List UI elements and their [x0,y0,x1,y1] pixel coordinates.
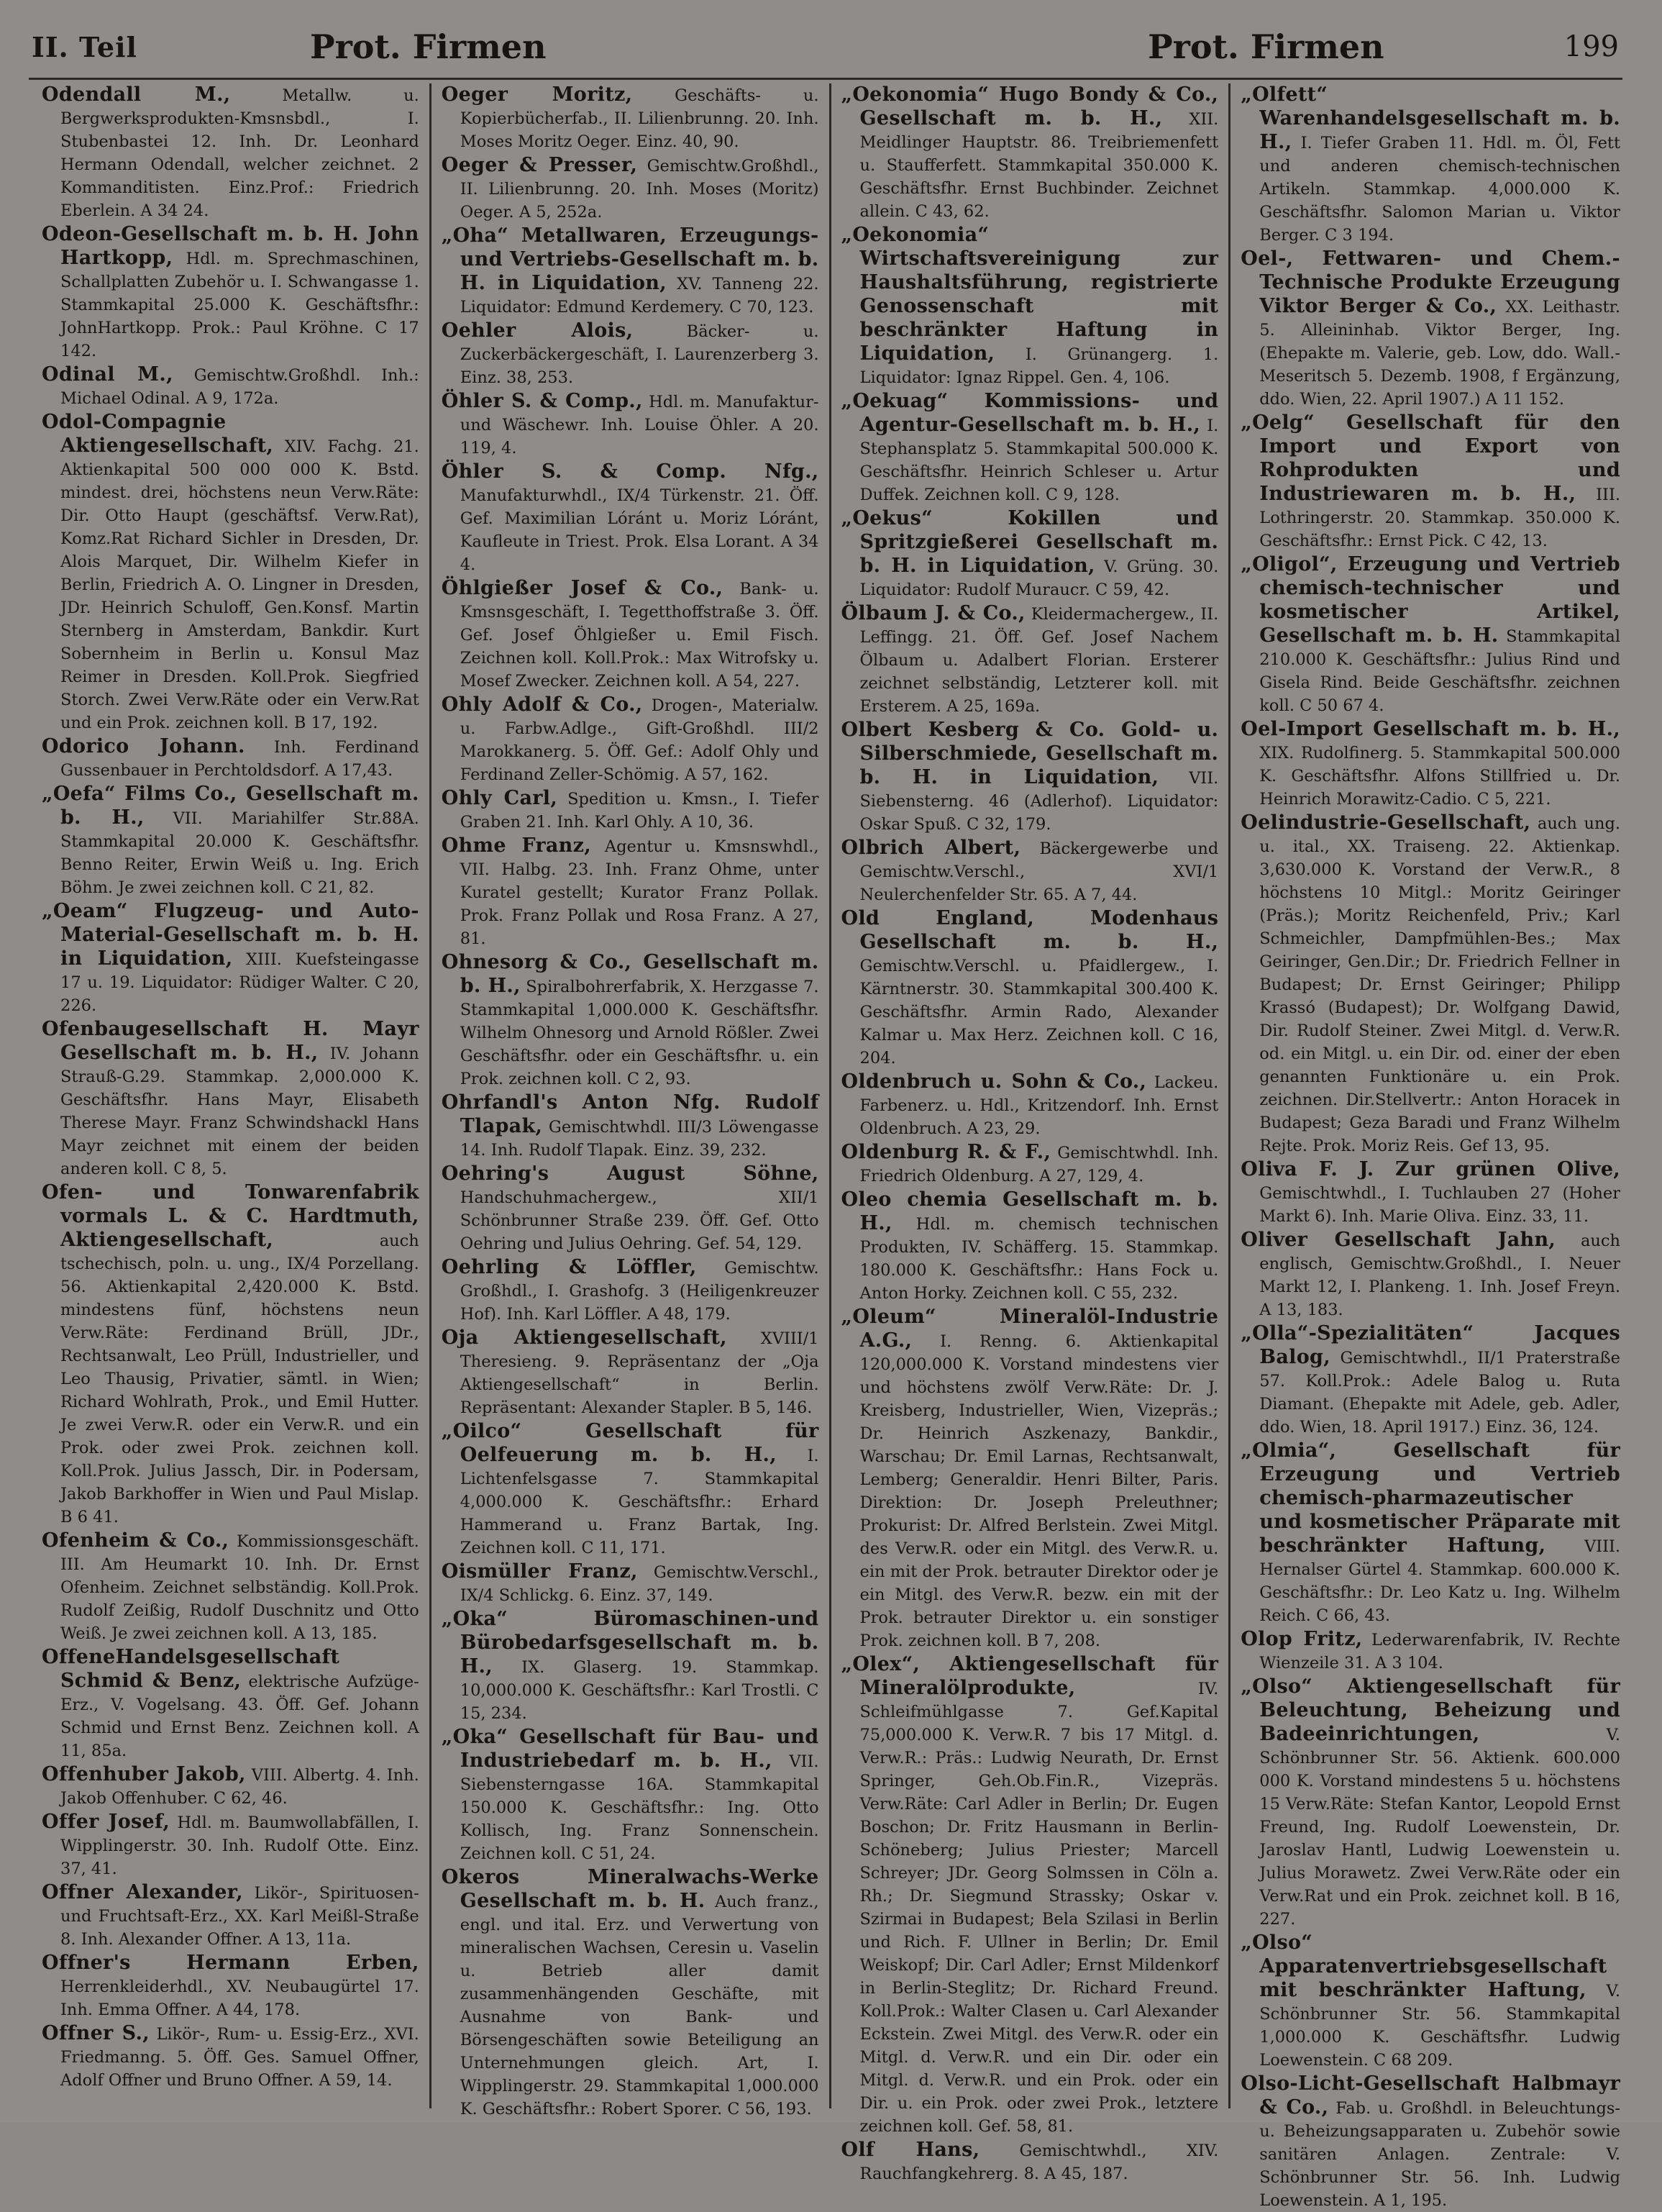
firm-name: „Olso“ Apparatenvertriebsgesellschaft mit beschränkter Haftung, [1241,1931,1607,2001]
entry-details: V. Schönbrunner Str. 56. Stammkapital 1,000.000 K. Geschäftsfhr. Ludwig Loewenstein. C 68 209. [1259,1982,1620,2070]
firm-name: „Oka“ Gesellschaft für Bau- und Industriebedarf m. b. H., [441,1726,819,1772]
directory-entry [442,693,819,786]
entry-details: Gemischtwhdl., XIV. Rauchfangkehrerg. 8. A 45, 187. [859,2142,1219,2183]
column-2 [432,83,831,2118]
directory-entry [42,2022,419,2092]
firm-name: Ohme Franz, [441,834,591,857]
firm-name: Old England, Modenhaus Gesellschaft m. b. H., [841,907,1219,953]
firm-name: Oliva F. J. Zur grünen Olive, [1241,1158,1620,1180]
entry-details: VIII. Hernalser Gürtel 4. Stammkap. 600.000 K. Geschäftsfhr.: Dr. Leo Katz u. Ing. Wilhelm Reich. C 66, 43. [1259,1537,1621,1625]
directory-entry [42,735,419,782]
entry-details: auch englisch, Gemischtw.Großhdl., I. Neuer Markt 12, I. Plankeng. 1. Inh. Josef Freyn. A 13, 183. [1259,1232,1620,1319]
directory-entry [42,1881,419,1951]
firm-name: Olf Hans, [841,2139,980,2161]
entry-details: XIX. Rudolfinerg. 5. Stammkapital 500.000 K. Geschäftsfhr. Alfons Stillfried u. Dr. Heinrich Morawitz-Cadio. C 5, 221. [1259,744,1620,809]
header-rule [29,78,1622,80]
firm-name: Ohly Adolf & Co., [441,693,643,716]
column-1 [32,83,432,2108]
entry-details: elektrische Aufzüge-Erz., V. Vogelsang. 43. Öff. Gef. Johann Schmid und Ernst Benz. Zeichnen koll. A 11, 85a. [60,1672,419,1760]
directory-entry [1241,1322,1620,1439]
directory-entry [1241,1229,1620,1321]
entry-details: Spiralbohrerfabrik, X. Herzgasse 7. Stammkapital 1,000.000 K. Geschäftsfhr. Wilhelm Ohnesorg und Arnold Rößler. Zwei Geschäftsfhr. oder ein Geschäftsfhr. u. ein Prok. zeichnen koll. C 2, 93. [460,978,819,1088]
entry-details: XIV. Fachg. 21. Aktienkapital 500 000 000 K. Bstd. mindest. drei, höchstens neun Verw.Räte: Dir. Otto Haupt (geschäftsf. Verw.Rat), Komz.Rat Richard Sichler in Dresden, Dr. Alois Marquet, Dir. Wilhelm Kiefer in Berlin, Friedrich A. O. Lingner in Dresden, JDr. Heinrich Schuloff, Gen.Konsf. Martin Sternberg in Amsterdam, Bankdir. Kurt Sobernheim in Berlin u. Konsul Maz Reimer in Dresden. Koll.Prok. Siegfried Storch. Zwei Verw.Räte oder ein Verw.Rat und ein Prok. zeichnen koll. B 17, 192. [60,437,419,732]
entry-details: I. Lichtenfelsgasse 7. Stammkapital 4,000.000 K. Geschäftsfhr.: Erhard Hammerand u. Franz Bartak, Ing. Zeichnen koll. C 11, 171. [460,1447,819,1557]
firm-name: Oliver Gesellschaft Jahn, [1241,1229,1556,1251]
entry-details: XIII. Kuefsteingasse 17 u. 19. Liquidator: Rüdiger Walter. C 20, 226. [60,950,419,1015]
entry-details: Stammkapital 210.000 K. Geschäftsfhr.: Julius Rind und Gisela Rind. Beide Geschäftsfhr. zeichnen koll. C 50 67 4. [1259,627,1621,715]
firm-name: Oldenburg R. & F., [841,1141,1051,1163]
entry-details: Hdl. m. Baumwollabfällen, I. Wipplingerstr. 30. Inh. Rudolf Otte. Einz. 37, 41. [60,1813,419,1878]
firm-name: Oelindustrie-Gesellschaft, [1241,811,1531,834]
firm-name: Öhlgießer Josef & Co., [441,577,723,599]
firm-name: „Oilco“ Gesellschaft für Oelfeuerung m. b. H., [441,1420,819,1466]
directory-entry [841,507,1219,601]
entry-details: Gemischtw.Großhdl., II. Lilienbrunng. 20. Inh. Moses (Moritz) Oeger. A 5, 252a. [460,157,819,222]
entry-details: auch tschechisch, poln. u. ung., IX/4 Porzellang. 56. Aktienkapital 2,420.000 K. Bstd. mindestens fünf, höchstens neun Verw.Räte: Ferdinand Brüll, JDr., Rechtsanwalt, Leo Prüll, Industrieller, und Leo Thausig, Privatier, sämtl. in Wien; Richard Wohlrath, Prok., und Emil Hutter. Je zwei Verw.R. oder ein Verw.R. und ein Prok. oder zwei Prok. zeichnen koll. Koll.Prok. Julius Jassch, Dir. in Podersam, Jakob Barkhoffer in Wien und Paul Mislap. B 6 41. [60,1232,419,1526]
directory-entry [42,363,419,410]
directory-entry [442,1091,819,1162]
firm-name: Oel-, Fettwaren- und Chem.-Technische Produkte Erzeugung Viktor Berger & Co., [1241,247,1620,317]
directory-entry [1241,811,1620,1157]
directory-entry [42,783,419,899]
firm-name: Olop Fritz, [1241,1628,1363,1650]
directory-entry [42,1018,419,1180]
directory-entry [841,837,1219,906]
directory-entry [442,834,819,950]
entry-details: Inh. Ferdinand Gussenbauer in Perchtoldsdorf. A 17,43. [60,738,419,780]
directory-entry [442,224,819,319]
directory-entry [442,390,819,460]
firm-name: Oja Aktiengesellschaft, [441,1326,727,1349]
directory-entry [442,1560,819,1607]
entry-details: Gemischtw. Großhdl., I. Grashofg. 3 (Heiligenkreuzer Hof). Inh. Karl Löffler. A 48, 179. [460,1259,819,1324]
firm-name: „Olfett“ Warenhandelsgesellschaft m. b. H., [1241,83,1620,153]
firm-name: Ofenheim & Co., [42,1529,229,1552]
entry-details: Hdl. m. Manufaktur- und Wäschewr. Inh. Louise Öhler. A 20. 119, 4. [460,393,819,458]
entry-details: Bäckergewerbe und Gemischtw.Verschl., XVI/1 Neulerchenfelder Str. 65. A 7, 44. [859,839,1219,904]
firm-name: Ofen- und Tonwarenfabrik vormals L. & C. Hardtmuth, Aktiengesellschaft, [42,1181,419,1251]
entry-details: Hdl. m. Sprechmaschinen, Schallplatten Zubehör u. I. Schwangasse 1. Stammkapital 25.000 K. Geschäftsfhr.: JohnHartkopp. Prok.: Paul Kröhne. C 17 142. [60,250,419,360]
directory-entry [1241,247,1620,411]
firm-name: „Olla“-Spezialitäten“ Jacques Balog, [1241,1322,1620,1368]
firm-name: Odeon-Gesellschaft m. b. H. John Hartkopp, [42,223,419,269]
entry-details: Agentur u. Kmsnswhdl., VII. Halbg. 23. Inh. Franz Ohme, unter Kuratel gestellt; Kurator Franz Pollak. Prok. Franz Pollak und Rosa Franz. A 27, 81. [460,837,819,948]
firm-name: OffeneHandelsgesellschaft Schmid & Benz, [42,1646,340,1692]
firm-name: Okeros Mineralwachs-Werke Gesellschaft m. b. H. [441,1866,819,1912]
entry-details: Gemischtw.Verschl. u. Pfaidlergew., I. Kärntnerstr. 30. Stammkapital 300.400 K. Geschäftsfhr. Armin Rado, Alexander Kalmar u. Max Herz. Zeichnen koll. C 16, 204. [859,957,1219,1068]
firm-name: Ohrfandl's Anton Nfg. Rudolf Tlapak, [441,1091,819,1137]
entry-details: XV. Tanneng 22. Liquidator: Edmund Kerdemery. C 70, 123. [460,275,819,317]
entry-details: III. Lothringerstr. 20. Stammkap. 350.000 K. Geschäftsfhr.: Ernst Pick. C 42, 13. [1259,486,1620,550]
entry-details: XX. Leithastr. 5. Alleininhab. Viktor Berger, Ing. (Ehepakte m. Valerie, geb. Low, ddo. Wall.-Meseritsch 5. Dezemb. 1908, f Ergänzung, ddo. Wien, 22. April 1907.) A 11 152. [1259,298,1620,409]
entry-details: Hdl. m. chemisch technischen Produkten, IV. Schäfferg. 15. Stammkap. 180.000 K. Geschäftsfhr.: Hans Fock u. Anton Horky. Zeichnen koll. C 55, 232. [859,1215,1219,1303]
firm-name: Odol-Compagnie Aktiengesellschaft, [42,411,274,457]
directory-entry [42,223,419,363]
entry-details: V. Schönbrunner Str. 56. Aktienk. 600.000 000 K. Vorstand mindestens 5 u. höchstens 15 Verw.Räte: Stefan Kantor, Leopold Ernst Freund, Ing. Rudolf Loewenstein, Dr. Jaroslav Hantl, Ludwig Loewenstein u. Julius Morawetz. Zwei Verw.Räte oder ein Verw.Rat und ein Prok. zeichnet koll. B 16, 227. [1259,1726,1620,1929]
directory-entry [442,1608,819,1725]
page-header [32,22,1619,72]
firm-name: Offner Alexander, [42,1881,243,1903]
firm-name: Oeger & Presser, [441,154,638,176]
firm-name: „Oekonomia“ Wirtschaftsvereinigung zur Haushaltsführung, registrierte Genossenschaft mit beschränkter Haftung in Liquidation, [841,224,1219,365]
firm-name: Offner's Hermann Erben, [42,1952,419,1974]
firm-name: Odorico Johann. [42,735,245,757]
directory-entry [1241,1158,1620,1228]
firm-name: Oismüller Franz, [441,1560,638,1583]
entry-details: VII. Siebensterng. 46 (Adlerhof). Liquidator: Oskar Spuß. C 32, 179. [859,769,1219,834]
directory-entry [42,1181,419,1529]
page-number: 199 [1563,30,1619,63]
directory-entry [442,319,819,389]
firm-name: Oel-Import Gesellschaft m. b. H., [1241,718,1620,740]
entry-details: XVIII/1 Theresieng. 9. Repräsentanz der „Oja Aktiengesellschaft“ in Berlin. Repräsentant: Alexander Stapler. B 5, 146. [460,1329,819,1417]
firm-name: „Oekonomia“ Hugo Bondy & Co., Gesellschaft m. b. H., [841,83,1219,129]
firm-name: Ölbaum J. & Co., [841,602,1026,624]
directory-entry [42,1646,419,1762]
entry-details: Kommissionsgeschäft. III. Am Heumarkt 10. Inh. Dr. Ernst Ofenheim. Zeichnet selbständig. Koll.Prok. Rudolf Zeißig, Rudolf Duschnitz und Otto Weiß. Je zwei zeichnen koll. A 13, 185. [60,1532,419,1643]
entry-details: auch ung. u. ital., XX. Traiseng. 22. Aktienkap. 3,630.000 K. Vorstand der Verw.R., 8 höchstens 10 Mitgl.: Moritz Geiringer (Präs.); Moritz Reichenfeld, Priv.; Karl Schmeichler, Dampfmühlen-Bes.; Max Geiringer, Gen.Dir.; Dr. Friedrich Fellner in Budapest; Dr. Ernst Geiringer; Philipp Krassó (Budapest); Dr. Wolfgang Dawid, Dir. Rudolf Steiner. Zwei Mitgl. d. Verw.R. od. ein Mitgl. u. ein Dir. od. einer der eben genannten Funktionäre u. ein Prok. zeichnen. Dir.Stellvertr.: Anton Horacek in Budapest; Geza Baradi und Franz Wilhelm Rejte. Prok. Moriz Reis. Gef 13, 95. [1259,814,1621,1155]
directory-entry [1241,2072,1620,2212]
entry-details: Lederwarenfabrik, IV. Rechte Wienzeile 31. A 3 104. [1259,1631,1620,1672]
entry-details: IV. Johann Strauß-G.29. Stammkap. 2,000.000 K. Geschäftsfhr. Hans Mayr, Elisabeth Therese Mayr. Franz Schwindshackl Hans Mayr zeichnet mit einem der beiden anderen koll. C 8, 5. [60,1044,419,1178]
directory-entry [442,787,819,834]
firm-name: Oleo chemia Gesellschaft m. b. H., [841,1188,1219,1234]
entry-details: Gemischtwhdl. III/3 Löwengasse 14. Inh. Rudolf Tlapak. Einz. 39, 232. [460,1118,819,1160]
entry-details: Drogen-, Materialw. u. Farbw.Adlge., Gift-Großhdl. III/2 Marokkanerg. 5. Öff. Gef.: Adolf Ohly und Ferdinand Zeller-Schömig. A 57, 162. [460,696,819,784]
entry-details: IV. Schleifmühlgasse 7. Gef.Kapital 75,000.000 K. Verw.R. 7 bis 17 Mitgl. d. Verw.R.: Präs.: Ludwig Neurath, Dr. Ernst Springer, Geh.Ob.Fin.R., Vizepräs. Verw.Räte: Carl Adler in Berlin; Dr. Eugen Boschon; Dr. Fritz Hausmann in Berlin-Schöneberg; Julius Priester; Marcell Schreyer; JDr. Georg Solmssen in Cöln a. Rh.; Dr. Siegmund Strassky; Oskar v. Szirmai in Budapest; Bela Szilasi in Berlin und Rich. F. Ullner in Berlin; Dr. Emil Weiskopf; Dir. Carl Adler; Ernst Mildenkorf in Berlin-Steglitz; Dr. Richard Freund. Koll.Prok.: Walter Clasen u. Carl Alexander Eckstein. Zwei Mitgl. des Verw.R. oder ein Mitgl. d. Verw.R. und ein Dir. oder ein Mitgl. d. Verw.R. und ein Prok. oder ein Dir. u. ein Prok. oder zwei Prok., letztere zeichnen koll. Gef. 58, 81. [859,1680,1219,2136]
firm-name: „Olex“, Aktiengesellschaft für Mineralölprodukte, [841,1653,1219,1699]
firm-name: Olso-Licht-Gesellschaft Halbmayr & Co., [1241,2072,1620,2118]
directory-entry [442,1326,819,1419]
entry-details: VII. Siebensterngasse 16A. Stammkapital 150.000 K. Geschäftsfhr.: Ing. Otto Kollisch, Ing. Franz Sonnenschein. Zeichnen koll. C 51, 24. [460,1752,819,1863]
firm-name: Offner S., [42,2022,150,2044]
directory-entry [841,907,1219,1070]
directory-entry [42,900,419,1017]
directory-entry [442,577,819,693]
firm-name: „Oekuag“ Kommissions- und Agentur-Gesellschaft m. b. H., [841,390,1219,436]
directory-entry [841,719,1219,836]
firm-name: Oehrling & Löffler, [441,1256,697,1278]
directory-entry [1241,1675,1620,1931]
firm-name: Öhler S. & Comp., [441,390,643,412]
directory-entry [841,1306,1219,1652]
entry-details: Gemischtw.Großhdl. Inh.: Michael Odinal. A 9, 172a. [60,366,419,408]
entry-details: Likör-, Rum- u. Essig-Erz., XVI. Friedmanng. 5. Öff. Ges. Samuel Offner, Adolf Offner und Bruno Offner. A 59, 14. [60,2025,419,2090]
firm-name: Olbrich Albert, [841,837,1021,859]
entry-details: Fab. u. Großhdl. in Beleuchtungs- u. Beheizungsapparaten u. Zubehör sowie sanitären Anlagen. Zentrale: V. Schönbrunner Str. 56. Inh. Ludwig Loewenstein. A 1, 195. [1259,2099,1620,2210]
directory-entry [42,1529,419,1645]
directory-entry [1241,411,1620,552]
directory-entry [1241,1628,1620,1675]
entry-details: IX. Glaserg. 19. Stammkap. 10,000.000 K. Geschäftsfhr.: Karl Trostli. C 15, 234. [460,1658,819,1723]
directory-entry [42,1763,419,1810]
entry-details: Manufakturwhdl., IX/4 Türkenstr. 21. Öff. Gef. Maximilian Lóránt u. Moriz Lóránt, Kaufleute in Triest. Prok. Elsa Lorant. A 34 4. [460,486,819,574]
entry-details: Gemischtwhdl. Inh. Friedrich Oldenburg. A 27, 129, 4. [859,1144,1219,1185]
directory-entry [841,1188,1219,1305]
entry-details: I. Stephansplatz 5. Stammkapital 500.000 K. Geschäftsfhr. Heinrich Schleser u. Artur Duffek. Zeichnen koll. C 9, 128. [859,417,1219,504]
firm-name: „Oefa“ Films Co., Gesellschaft m. b. H., [42,783,419,829]
firm-name: „Olmia“, Gesellschaft für Erzeugung und Vertrieb chemisch-pharmazeutischer und kosmetischer Präparate mit beschränkter Haftung, [1241,1439,1620,1557]
entry-details: Gemischtwhdl., II/1 Praterstraße 57. Koll.Prok.: Adele Balog u. Ruta Diamant. (Ehepakte mit Adele, geb. Adler, ddo. Wien, 18. April 1917.) Einz. 36, 124. [1259,1349,1620,1437]
entry-details: I. Tiefer Graben 11. Hdl. m. Öl, Fett und anderen chemisch-technischen Artikeln. Stammkap. 4,000.000 K. Geschäftsfhr. Salomon Marian u. Viktor Berger. C 3 194. [1259,134,1620,245]
firm-name: „Olso“ Aktiengesellschaft für Beleuchtung, Beheizung und Badeeinrichtungen, [1241,1675,1620,1745]
columns-container [32,83,1630,2210]
directory-entry [1241,718,1620,811]
directory-entry [841,602,1219,718]
directory-entry [442,951,819,1091]
firm-name: „Oeam“ Flugzeug- und Auto-Material-Gesellschaft m. b. H. in Liquidation, [42,900,419,970]
entry-details: Lackeu. Farbenerz. u. Hdl., Kritzendorf. Inh. Ernst Oldenbruch. A 23, 29. [859,1073,1219,1138]
firm-name: Offenhuber Jakob, [42,1763,246,1785]
directory-entry [442,1162,819,1255]
entry-details: Spedition u. Kmsn., I. Tiefer Graben 21. Inh. Karl Ohly. A 10, 36. [460,790,819,832]
directory-entry [841,83,1219,223]
entry-details: VIII. Albertg. 4. Inh. Jakob Offenhuber. C 62, 46. [60,1766,419,1808]
firm-name: „Oligol“, Erzeugung und Vertrieb chemisch-technischer und kosmetischer Artikel, Gesellschaft m. b. H. [1241,553,1620,647]
directory-entry [442,1726,819,1865]
firm-name: Öhler S. & Comp. Nfg., [441,460,819,483]
firm-name: „Oka“ Büromaschinen-und Bürobedarfsgesellschaft m. b. H., [441,1608,819,1678]
directory-entry [442,1420,819,1560]
entry-details: VII. Mariahilfer Str.88A. Stammkapital 20.000 K. Geschäftsfhr. Benno Reiter, Erwin Weiß u. Ing. Erich Böhm. Je zwei zeichnen koll. C 21, 82. [60,809,419,897]
directory-entry [1241,83,1620,247]
directory-entry [841,1141,1219,1188]
directory-entry [841,1070,1219,1140]
firm-name: Odinal M., [42,363,173,386]
entry-details: Kleidermachergew., II. Leffingg. 21. Öff. Gef. Josef Nachem Ölbaum u. Adalbert Florian. Ersterer zeichnet selbständig, Letzterer koll. mit Ersterem. A 25, 169a. [859,605,1219,716]
directory-entry [42,1811,419,1880]
firm-name: „Oelg“ Gesellschaft für den Import und Export von Rohprodukten und Industriewaren m. b. H., [1241,411,1620,505]
firm-name: Oehring's August Söhne, [441,1162,819,1185]
entry-details: Bank- u. Kmsnsgeschäft, I. Tegetthoffstraße 3. Öff. Gef. Josef Öhlgießer u. Emil Fisch. Zeichnen koll. Koll.Prok.: Max Witrofsky u. Mosef Zwecker. Zeichnen koll. A 54, 227. [460,580,819,691]
directory-entry [1241,1439,1620,1627]
entry-details: Likör-, Spirituosen- und Fruchtsaft-Erz., XX. Karl Meißl-Straße 8. Inh. Alexander Offner. A 13, 11a. [60,1884,419,1949]
entry-details: V. Grüng. 30. Liquidator: Rudolf Muraucr. C 59, 42. [859,557,1219,599]
entry-details: I. Grünangerg. 1. Liquidator: Ignaz Rippel. Gen. 4, 106. [859,345,1219,387]
firm-name: Ofenbaugesellschaft H. Mayr Gesellschaft m. b. H., [42,1018,419,1064]
entry-details: Auch franz., engl. und ital. Erz. und Verwertung von mineralischen Wachsen, Ceresin u. Vaselin u. Betrieb aller damit zusammenhängenden Geschäfte, mit Ausnahme von Bank- und Börsengeschäften sowie Beteiligung an Unternehmungen gleich. Art, I. Wipplingerstr. 29. Stammkapital 1,000.000 K. Geschäftsfhr.: Robert Sporer. C 56, 193. [460,1893,819,2118]
directory-entry [1241,1931,1620,2072]
part-label: II. Teil [32,30,137,63]
entry-details: Gemischtwhdl., I. Tuchlauben 27 (Hoher Markt 6). Inh. Marie Oliva. Einz. 33, 11. [1259,1184,1620,1226]
entry-details: Handschuhmachergew., XII/1 Schönbrunner Straße 239. Öff. Gef. Otto Oehring und Julius Oehring. Gef. 54, 129. [460,1188,819,1253]
entry-details: Geschäfts- u. Kopierbücherfab., II. Lilienbrunng. 20. Inh. Moses Moritz Oeger. Einz. 40, 90. [460,86,819,151]
directory-entry [42,1952,419,2021]
entry-details: XII. Meidlinger Hauptstr. 86. Treibriemenfett u. Staufferfett. Stammkapital 350.000 K. Geschäftsfhr. Ernst Buchbinder. Zeichnet allein. C 43, 62. [859,110,1219,221]
entry-details: Herrenkleiderhdl., XV. Neubaugürtel 17. Inh. Emma Offner. A 44, 178. [60,1977,419,2019]
firm-name: Odendall M., [42,83,231,106]
column-3 [831,83,1231,2183]
directory-entry [841,390,1219,506]
entry-details: Metallw. u. Bergwerksprodukten-Kmsnsbdl., I. Stubenbastei 12. Inh. Dr. Leonhard Hermann Odendall, welcher zeichnet. 2 Kommanditisten. Einz.Prof.: Friedrich Eberlein. A 34 24. [60,86,419,220]
column-4 [1230,83,1630,2210]
directory-entry [42,411,419,734]
directory-entry [841,224,1219,389]
entry-details: Bäcker- u. Zuckerbäckergeschäft, I. Laurenzerberg 3. Einz. 38, 253. [460,322,819,387]
directory-entry [841,2139,1219,2185]
running-title-left: Prot. Firmen [309,27,547,66]
firm-name: „Oha“ Metallwaren, Erzeugungs- und Vertriebs-Gesellschaft m. b. H. in Liquidation, [441,224,819,294]
firm-name: „Oekus“ Kokillen und Spritzgießerei Gesellschaft m. b. H. in Liquidation, [841,507,1219,577]
running-title-right: Prot. Firmen [1148,27,1384,66]
directory-entry [442,1256,819,1326]
directory-entry [42,83,419,222]
firm-name: Oeger Moritz, [441,83,633,106]
directory-entry [841,1653,1219,2138]
entry-details: I. Renng. 6. Aktienkapital 120,000.000 K. Vorstand mindestens vier und höchstens zwölf Verw.Räte: Dr. J. Kreisberg, Industrieller, Wien, Vizepräs.; Dr. Heinrich Aszkenazy, Bankdir., Warschau; Dr. Emil Larnas, Rechtsanwalt, Lemberg; Generaldir. Henri Bilter, Paris. Direktion: Dr. Joseph Preleuthner; Prokurist: Dr. Alfred Berlstein. Zwei Mitgl. des Verw.R. oder ein Mitgl. des Verw.R. u. ein mit der Prok. betrauter Direktor oder je ein Mitgl. des Verw.R. bezw. ein mit der Prok. betrauter Direktor u. ein sonstiger Prok. zeichnen koll. B 7, 208. [859,1332,1219,1650]
firm-name: „Oleum“ Mineralöl-Industrie A.G., [841,1306,1219,1352]
firm-name: Olbert Kesberg & Co. Gold- u. Silberschmiede, Gesellschaft m. b. H. in Liquidation, [841,719,1219,788]
firm-name: Ohnesorg & Co., Gesellschaft m. b. H., [441,951,819,997]
firm-name: Offer Josef, [42,1811,170,1833]
firm-name: Oehler Alois, [441,319,634,342]
firm-name: Oldenbruch u. Sohn & Co., [841,1070,1147,1093]
directory-entry [1241,553,1620,717]
directory-entry [442,83,819,153]
firm-name: Ohly Carl, [441,787,558,809]
directory-entry [442,154,819,224]
entry-details: Gemischtw.Verschl., IX/4 Schlickg. 6. Einz. 37, 149. [460,1563,819,1605]
directory-entry [442,460,819,576]
directory-entry [442,1866,819,2121]
